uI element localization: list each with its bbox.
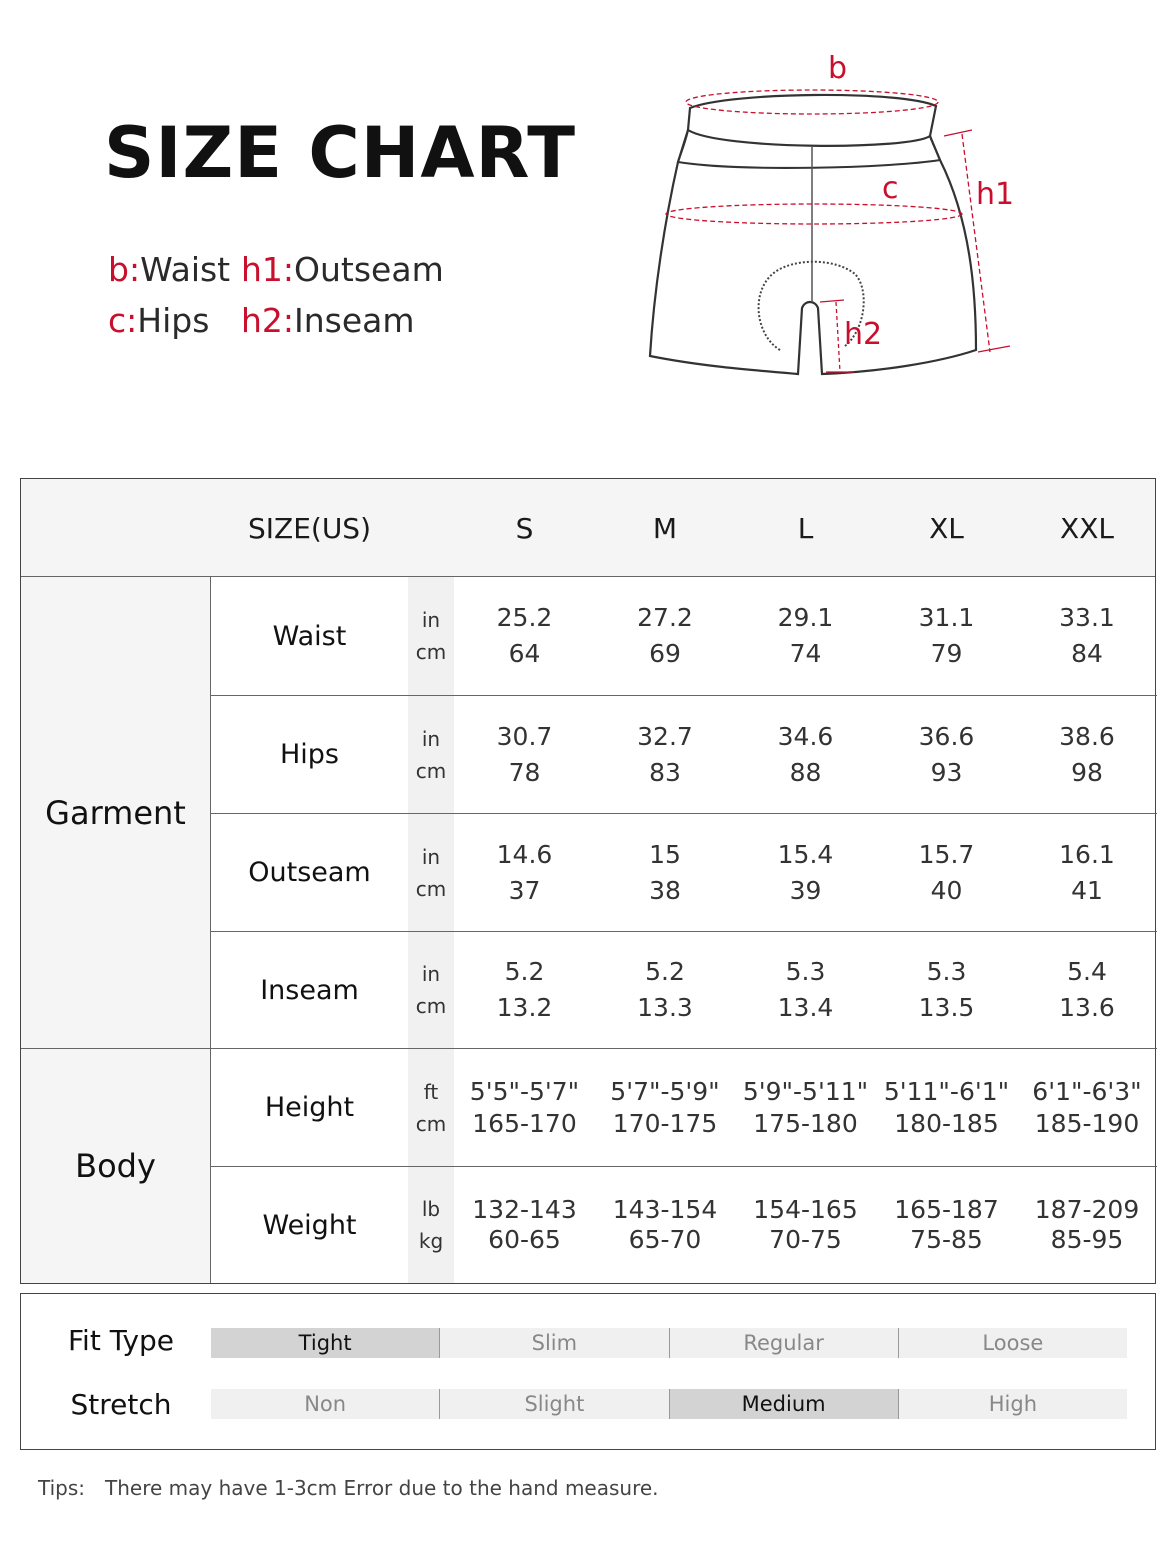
value-imperial: 165-187 — [894, 1195, 999, 1224]
value-cell — [1017, 696, 1157, 813]
unit-in: in — [421, 726, 441, 751]
row-units — [408, 577, 454, 695]
value-metric: 98 — [1071, 757, 1103, 787]
fit-option-regular: Regular — [670, 1328, 899, 1358]
value-imperial: 5'5"-5'7" — [469, 1076, 580, 1106]
value-cell — [735, 577, 876, 695]
diagram-label-c: c — [882, 171, 899, 206]
value-cell — [1017, 932, 1157, 1048]
unit-kg: kg — [418, 1229, 444, 1253]
unit-in: in — [421, 962, 441, 986]
shorts-diagram — [640, 50, 1020, 390]
value-cell — [595, 814, 735, 931]
value-metric: 175-180 — [753, 1108, 858, 1138]
diagram-label-b: b — [828, 51, 848, 86]
value-cell — [454, 814, 595, 931]
legend-key-c: c: — [108, 301, 138, 340]
row-label-waist: Waist — [272, 620, 347, 652]
stretch-label: Stretch — [70, 1388, 172, 1421]
value-imperial: 27.2 — [637, 603, 693, 632]
value-cell — [454, 932, 595, 1048]
value-metric: 85-95 — [1050, 1225, 1124, 1254]
value-metric: 84 — [1071, 639, 1103, 668]
legend-key-b: b: — [108, 250, 141, 289]
value-metric: 83 — [649, 757, 681, 787]
tips-text: There may have 1-3cm Error due to the hand measure. — [105, 1476, 659, 1500]
tips-label: Tips: — [38, 1476, 86, 1500]
fit-option-tight: Tight — [211, 1328, 440, 1358]
table-row — [211, 577, 1157, 695]
value-cell — [735, 696, 876, 813]
row-units — [408, 696, 454, 813]
unit-cm: cm — [415, 994, 447, 1018]
stretch-scale — [211, 1389, 1127, 1419]
legend-text-waist: Waist — [140, 250, 231, 289]
table-row — [211, 931, 1157, 1048]
row-units — [408, 814, 454, 931]
value-metric: 40 — [930, 875, 963, 905]
size-header-xl: XL — [929, 511, 964, 545]
legend-key-h1: h1: — [241, 250, 295, 289]
value-cell — [876, 1167, 1017, 1283]
value-imperial: 32.7 — [637, 721, 693, 751]
value-metric: 13.3 — [637, 993, 693, 1022]
value-imperial: 34.6 — [777, 721, 834, 751]
value-cell — [1017, 814, 1157, 931]
group-body: Body — [21, 1048, 211, 1283]
value-metric: 13.4 — [777, 993, 834, 1022]
fit-option-slim: Slim — [440, 1328, 669, 1358]
value-cell — [735, 1167, 876, 1283]
fit-panel — [20, 1293, 1156, 1450]
value-imperial: 36.6 — [918, 721, 975, 751]
unit-cm: cm — [415, 758, 447, 783]
diagram-label-h1: h1 — [976, 177, 1015, 212]
unit-cm: cm — [415, 876, 447, 901]
table-row — [211, 1166, 1157, 1283]
fit-type-label: Fit Type — [67, 1324, 175, 1357]
size-header-s: S — [515, 511, 534, 545]
value-imperial: 31.1 — [918, 603, 975, 632]
table-row — [211, 695, 1157, 813]
value-cell — [876, 577, 1017, 695]
value-metric: 79 — [930, 639, 963, 668]
unit-cm: cm — [415, 640, 447, 664]
value-cell — [735, 814, 876, 931]
value-metric: 170-175 — [612, 1108, 718, 1138]
value-cell — [595, 577, 735, 695]
value-imperial: 15.7 — [918, 839, 975, 869]
value-metric: 78 — [508, 757, 541, 787]
value-cell — [454, 577, 595, 695]
value-metric: 37 — [508, 875, 541, 905]
value-metric: 65-70 — [628, 1225, 702, 1254]
row-label-weight: Weight — [262, 1209, 357, 1241]
stretch-option-medium: Medium — [670, 1389, 899, 1419]
value-metric: 93 — [930, 757, 963, 787]
diagram-label-h2: h2 — [844, 317, 883, 352]
page-title: SIZE CHART — [104, 112, 577, 194]
value-cell — [595, 1167, 735, 1283]
value-imperial: 5.2 — [504, 957, 545, 986]
value-metric: 60-65 — [488, 1225, 561, 1254]
value-imperial: 5'7"-5'9" — [610, 1076, 720, 1106]
value-metric: 88 — [789, 757, 822, 787]
value-imperial: 25.2 — [496, 603, 553, 632]
size-header-xxl: XXL — [1060, 511, 1114, 545]
value-metric: 180-185 — [894, 1108, 999, 1138]
value-metric: 165-170 — [472, 1108, 577, 1138]
value-imperial: 15 — [649, 839, 681, 869]
value-cell — [876, 1049, 1017, 1166]
value-imperial: 16.1 — [1059, 839, 1115, 869]
value-cell — [1017, 1167, 1157, 1283]
fit-type-scale — [211, 1328, 1127, 1358]
value-cell — [454, 1049, 595, 1166]
row-label-hips: Hips — [279, 739, 339, 770]
row-units — [408, 1049, 454, 1166]
value-imperial: 6'1"-6'3" — [1032, 1076, 1142, 1106]
unit-in: in — [421, 608, 441, 632]
value-metric: 13.2 — [496, 993, 553, 1022]
value-metric: 39 — [789, 875, 822, 905]
value-cell — [595, 932, 735, 1048]
value-cell — [735, 1049, 876, 1166]
value-cell — [1017, 577, 1157, 695]
value-metric: 64 — [508, 639, 541, 668]
legend-row-1 — [108, 250, 444, 289]
value-imperial: 5.3 — [785, 957, 826, 986]
unit-lb: lb — [421, 1197, 441, 1221]
unit-cm: cm — [415, 1111, 447, 1136]
value-imperial: 5'9"-5'11" — [742, 1076, 869, 1106]
value-cell — [595, 696, 735, 813]
value-imperial: 33.1 — [1059, 603, 1115, 632]
legend-text-outseam: Outseam — [294, 250, 444, 289]
group-garment: Garment — [21, 577, 211, 1048]
value-metric: 13.5 — [918, 993, 975, 1022]
row-label-outseam: Outseam — [248, 857, 371, 888]
value-imperial: 30.7 — [496, 721, 553, 751]
value-metric: 70-75 — [769, 1225, 842, 1254]
legend-key-h2: h2: — [241, 301, 295, 340]
stretch-option-slight: Slight — [440, 1389, 669, 1419]
value-imperial: 14.6 — [496, 839, 553, 869]
value-imperial: 5.3 — [926, 957, 967, 986]
row-label-height: Height — [264, 1092, 355, 1123]
stretch-option-non: Non — [211, 1389, 440, 1419]
value-imperial: 5.2 — [645, 957, 685, 986]
value-cell — [735, 932, 876, 1048]
value-metric: 41 — [1071, 875, 1103, 905]
legend-item-h1 — [241, 250, 444, 289]
value-cell — [454, 1167, 595, 1283]
legend-text-inseam: Inseam — [294, 301, 415, 340]
value-metric: 185-190 — [1034, 1108, 1140, 1138]
value-imperial: 15.4 — [777, 839, 834, 869]
value-metric: 75-85 — [910, 1225, 983, 1254]
value-metric: 13.6 — [1059, 993, 1115, 1022]
size-table — [20, 478, 1156, 1284]
value-metric: 69 — [649, 639, 681, 668]
table-header-row — [21, 479, 1155, 577]
value-cell — [595, 1049, 735, 1166]
tips-note — [38, 1476, 659, 1500]
row-units — [408, 932, 454, 1048]
value-metric: 38 — [649, 875, 681, 905]
size-header-l: L — [797, 511, 814, 545]
value-imperial: 187-209 — [1034, 1195, 1140, 1224]
unit-in: in — [421, 844, 441, 869]
legend-text-hips: Hips — [137, 301, 210, 340]
value-cell — [876, 814, 1017, 931]
value-cell — [876, 696, 1017, 813]
value-imperial: 5.4 — [1067, 957, 1107, 986]
legend-row-2 — [108, 301, 415, 340]
size-header-m: M — [652, 511, 678, 545]
stretch-option-high: High — [899, 1389, 1127, 1419]
size-us-header: SIZE(US) — [247, 511, 372, 545]
value-imperial: 29.1 — [777, 603, 834, 632]
value-imperial: 132-143 — [472, 1195, 577, 1224]
value-cell — [1017, 1049, 1157, 1166]
value-imperial: 154-165 — [753, 1195, 858, 1224]
table-row — [211, 813, 1157, 931]
value-imperial: 38.6 — [1059, 721, 1115, 751]
value-imperial: 5'11"-6'1" — [883, 1076, 1010, 1106]
unit-ft: ft — [423, 1079, 439, 1104]
fit-option-loose: Loose — [899, 1328, 1127, 1358]
value-cell — [876, 932, 1017, 1048]
table-row — [211, 1048, 1157, 1166]
value-metric: 74 — [789, 639, 822, 668]
value-cell — [454, 696, 595, 813]
row-units — [408, 1167, 454, 1283]
value-imperial: 143-154 — [612, 1195, 718, 1224]
row-label-inseam: Inseam — [260, 974, 359, 1006]
legend-item-h2 — [241, 301, 415, 340]
